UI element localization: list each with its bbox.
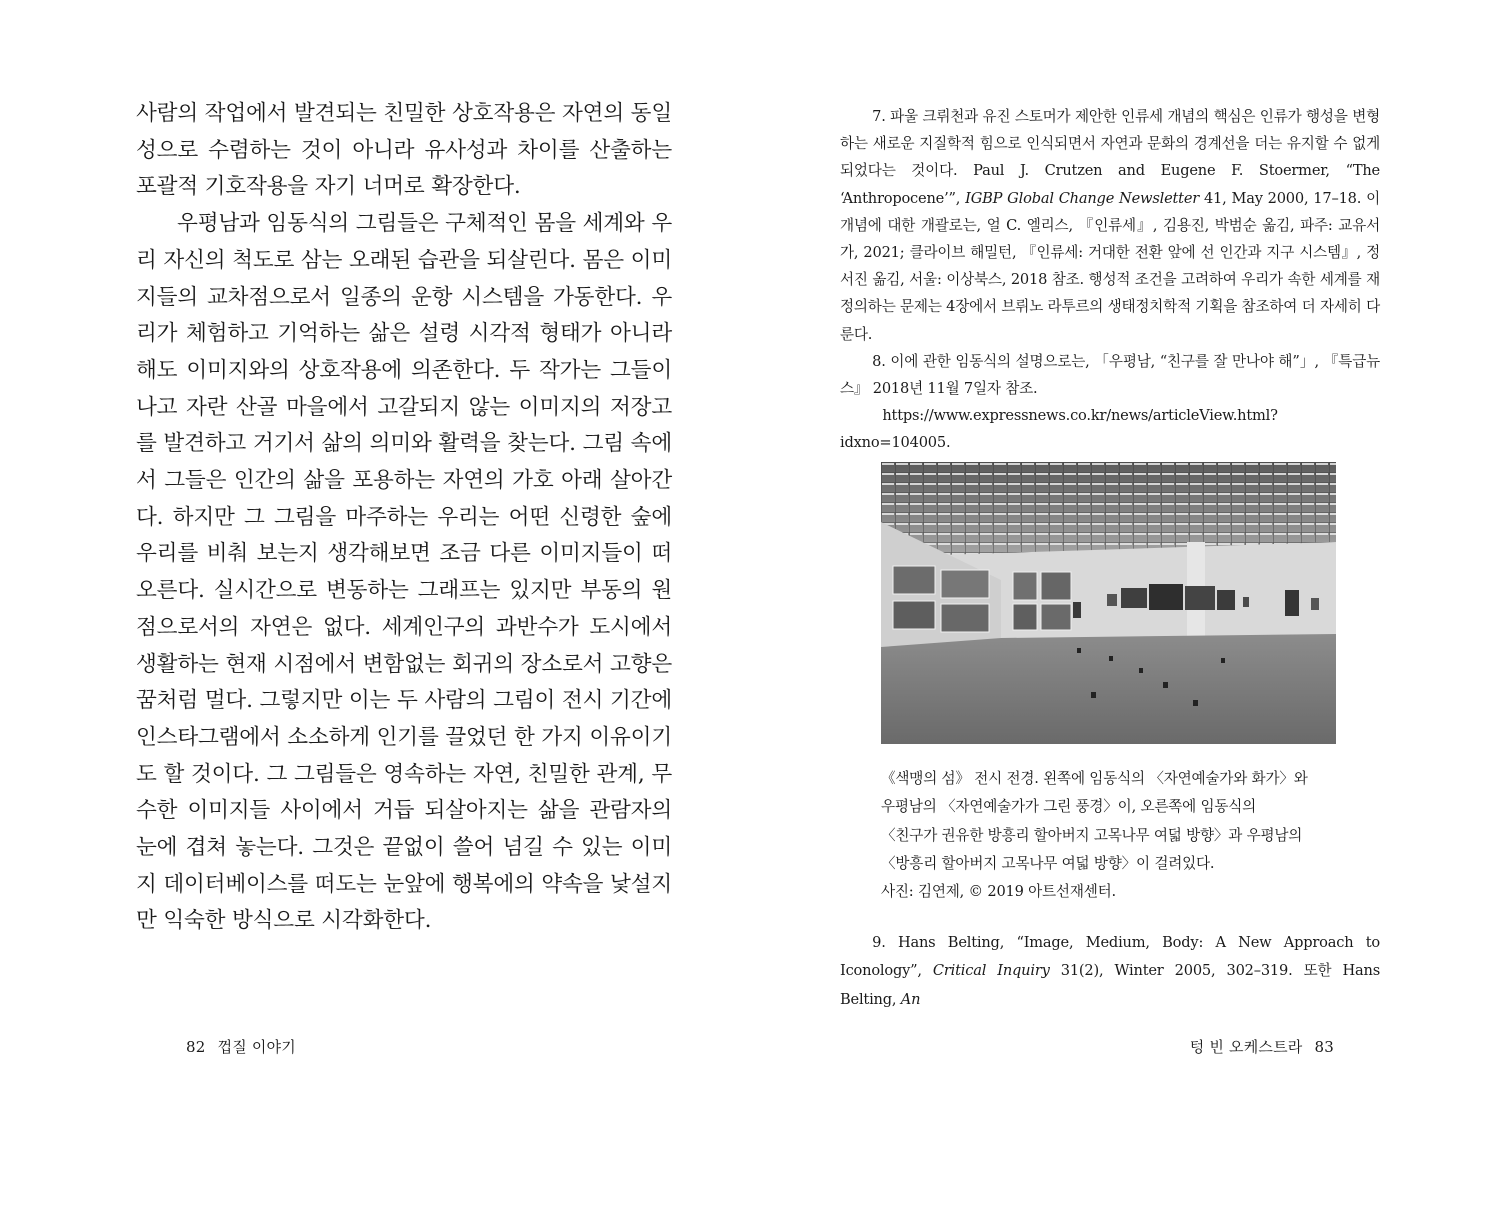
caption-line-1: 《색맹의 섬》 전시 전경. 왼쪽에 임동식의 〈자연예술가와 화가〉와 xyxy=(881,770,1308,787)
page-number-right: 83 xyxy=(1314,1038,1334,1056)
footnote-9: 9. Hans Belting, “Image, Medium, Body: A New Approach to Iconology”, Critical Inquiry 31(2), Winter 2005, 302–319. 또한 Hans Belting, An xyxy=(840,934,1380,1008)
caption-line-3: 〈친구가 권유한 방흥리 할아버지 고목나무 여덟 방향〉과 우평남의 xyxy=(881,826,1303,844)
journal-title: IGBP Global Change Newsletter xyxy=(965,189,1200,207)
footnote-7: 7. 파울 크뤼천과 유진 스토머가 제안한 인류세 개념의 핵심은 인류가 행성을 변형하는 새로운 지질학적 힘으로 인식되면서 자연과 문화의 경계선을 더는 유지할 수 없게 되었다는 것이다. Paul J. Crutzen and Eugene F. Stoermer, “The ‘Anthropocene’”, IGBP Global Change Newsletter 41, May 2000, 17–18. 이 개념에 대한 개괄로는, 얼 C. 엘리스, 『인류세』, 김용진, 박범순 옮김, 파주: 교유서가, 2021; 클라이브 해밀턴, 『인류세: 거대한 전환 앞에 선 인간과 지구 시스템』, 정서진 옮김, 서울: 이상북스, 2018 참조. 행성적 조건을 고려하여 우리가 속한 세계를 재정의하는 문제는 4장에서 브뤼노 라투르의 생태정치학적 기획을 참조하여 더 자세히 다룬다. xyxy=(840,108,1380,343)
footnote-8: 8. 이에 관한 임동식의 설명으로는, 「우평남, “친구를 잘 만나야 해”」, 『특급뉴스』 2018년 11월 7일자 참조. https://www.expressnews.co.kr/news/articleView.html?idxno=104005. xyxy=(840,348,1380,457)
exhibition-photo xyxy=(881,462,1336,744)
running-title-left: 껍질 이야기 xyxy=(217,1038,296,1056)
caption-credit: 사진: 김연제, © 2019 아트선재센터. xyxy=(881,883,1116,901)
running-title-right: 텅 빈 오케스트라 xyxy=(1189,1038,1303,1056)
caption-line-4: 〈방흥리 할아버지 고목나무 여덟 방향〉이 걸려있다. xyxy=(881,854,1215,872)
right-page xyxy=(756,0,1512,1209)
body-text xyxy=(136,96,672,940)
caption-line-2: 우평남의 〈자연예술가가 그린 풍경〉이, 오른쪽에 임동식의 xyxy=(881,798,1257,816)
footnotes-top xyxy=(840,103,1380,457)
folio-left xyxy=(174,1036,296,1058)
footnote-8-url[interactable]: https://www.expressnews.co.kr/news/articleView.html?idxno=104005. xyxy=(840,407,1278,452)
footnotes-bottom xyxy=(840,929,1380,1014)
figure-caption xyxy=(881,765,1351,906)
body-paragraph-1: 사람의 작업에서 발견되는 친밀한 상호작용은 자연의 동일성으로 수렴하는 것이 아니라 유사성과 차이를 산출하는 포괄적 기호작용을 자기 너머로 확장한다. xyxy=(136,101,672,200)
body-paragraph-2: 우평남과 임동식의 그림들은 구체적인 몸을 세계와 우리 자신의 척도로 삼는 오래된 습관을 되살린다. 몸은 이미지들의 교차점으로서 일종의 운항 시스템을 가동한다. 우리가 체험하고 기억하는 삶은 설령 시각적 형태가 아니라 해도 이미지와의 상호작용에 의존한다. 두 작가는 그들이 나고 자란 산골 마을에서 고갈되지 않는 이미지의 저장고를 발견하고 거기서 삶의 의미와 활력을 찾는다. 그림 속에서 그들은 인간의 삶을 포용하는 자연의 가호 아래 살아간다. 하지만 그 그림을 마주하는 우리는 어떤 신령한 숲에 우리를 비춰 보는지 생각해보면 조금 다른 이미지들이 떠오른다. 실시간으로 변동하는 그래프는 있지만 부동의 원점으로서의 자연은 없다. 세계인구의 과반수가 도시에서 생활하는 현재 시점에서 변함없는 회귀의 장소로서 고향은 꿈처럼 멀다. 그렇지만 이는 두 사람의 그림이 전시 기간에 인스타그램에서 소소하게 인기를 끌었던 한 가지 이유이기도 할 것이다. 그 그림들은 영속하는 자연, 친밀한 관계, 무수한 이미지들 사이에서 거듭 되살아지는 삶을 관람자의 눈에 겹쳐 놓는다. 그것은 끝없이 쓸어 넘길 수 있는 이미지 데이터베이스를 떠도는 눈앞에 행복에의 약속을 낯설지만 익숙한 방식으로 시각화한다. xyxy=(136,211,672,934)
journal-title-2: Critical Inquiry xyxy=(932,962,1050,980)
page-number-left: 82 xyxy=(186,1038,206,1056)
folio-right xyxy=(1190,1036,1334,1058)
